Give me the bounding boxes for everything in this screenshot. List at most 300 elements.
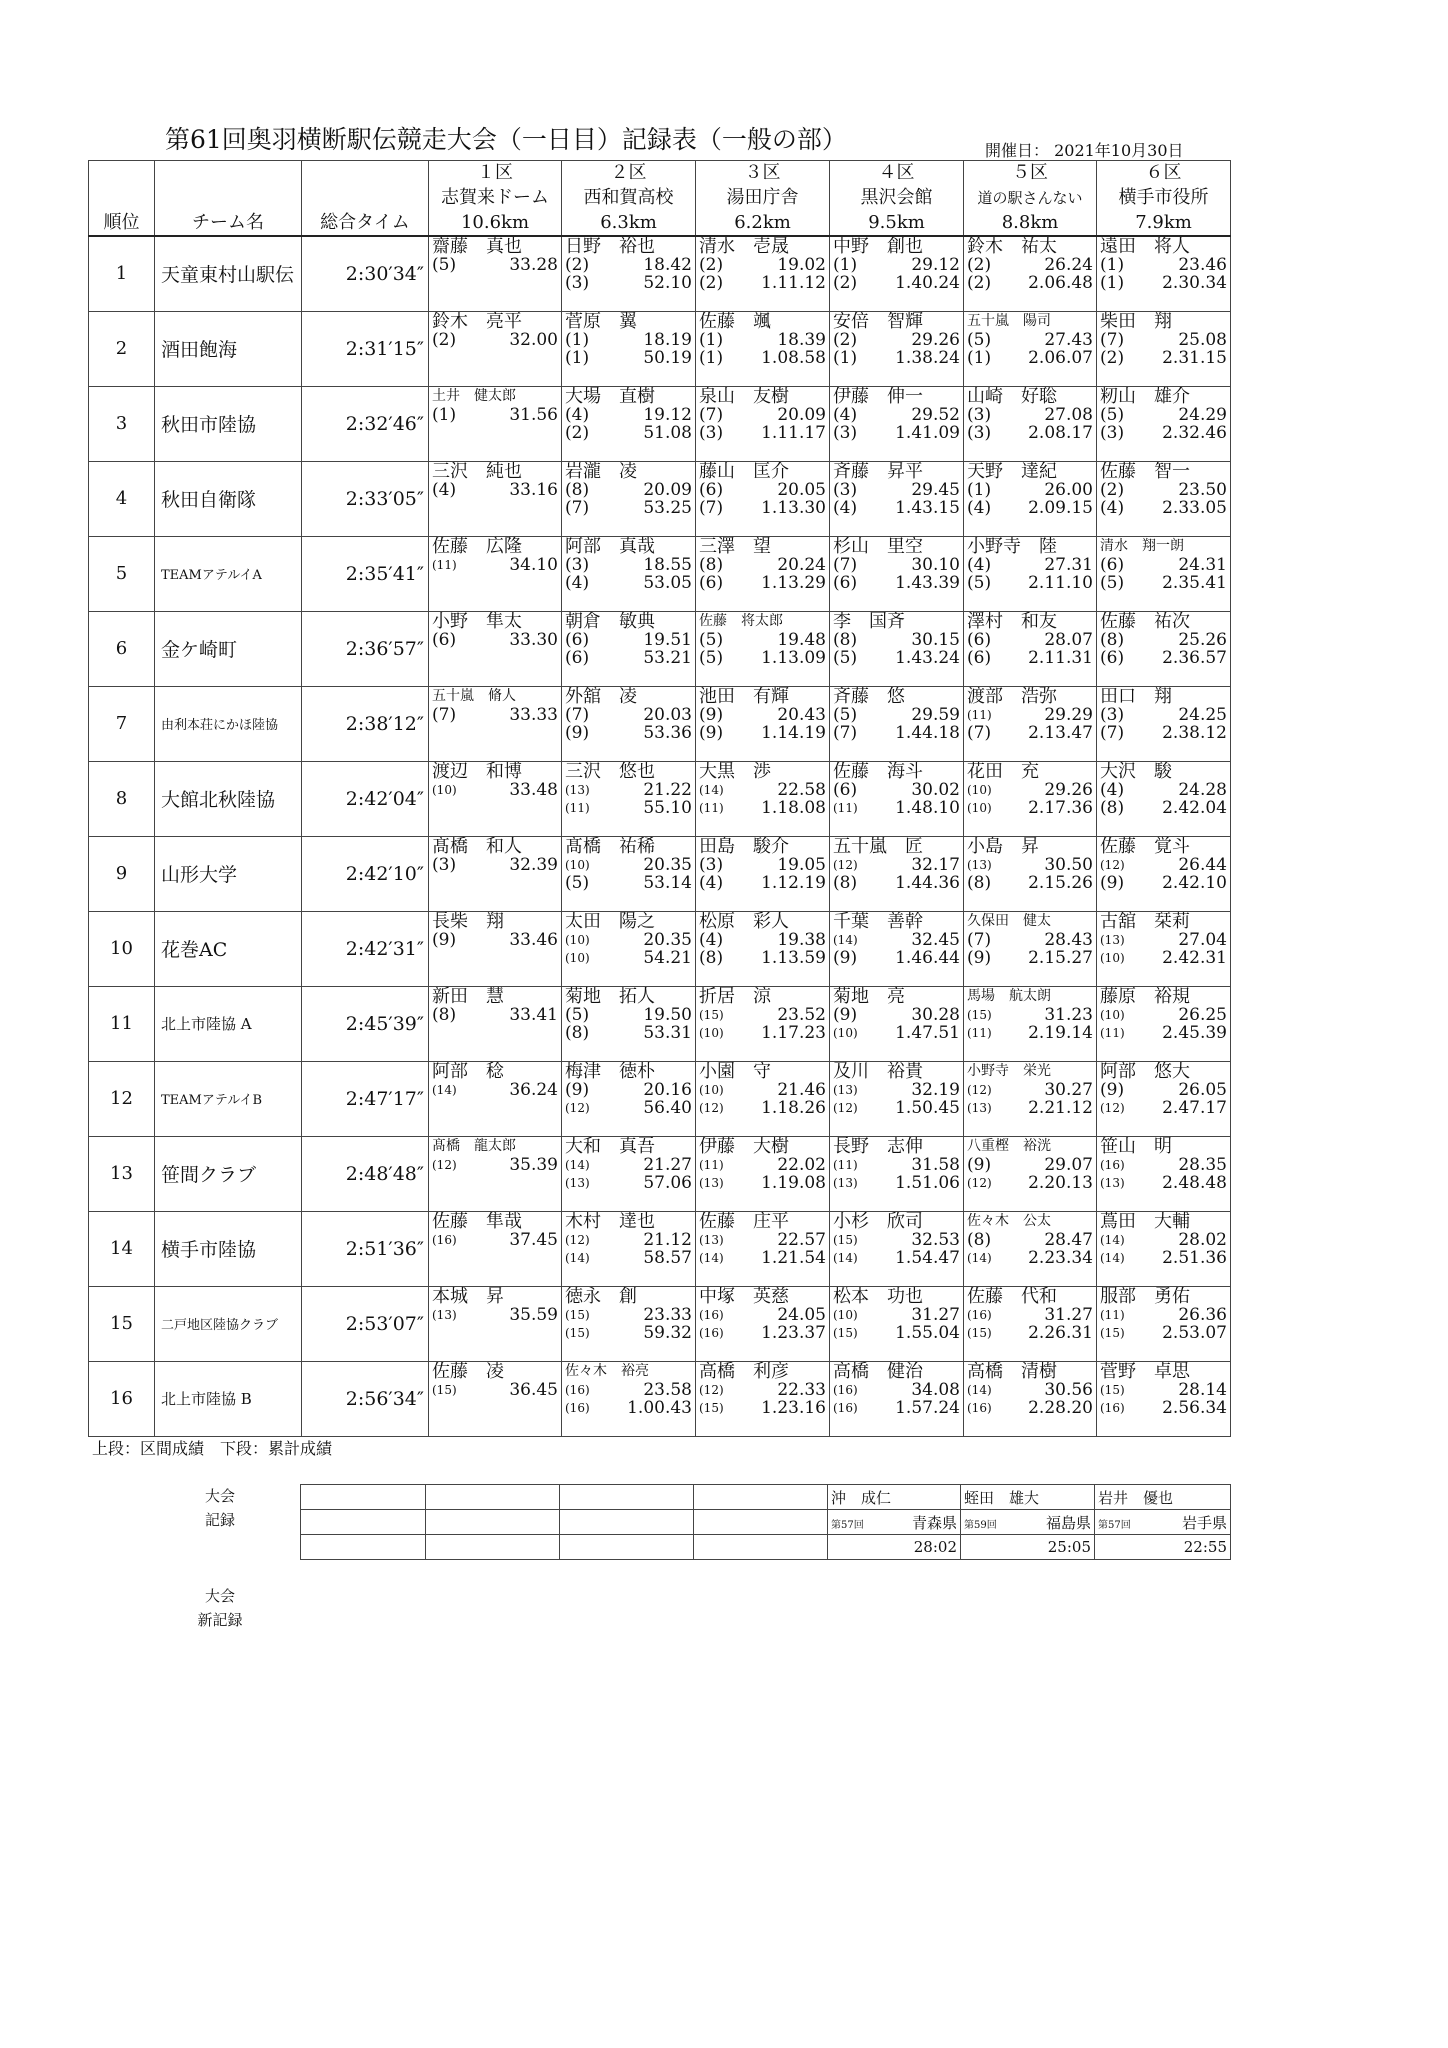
runner-cell bbox=[562, 236, 696, 312]
runner-cell bbox=[562, 1136, 696, 1211]
section-position: (5) bbox=[833, 704, 858, 725]
rank-cell: 16 bbox=[89, 1361, 155, 1436]
cumulative-result bbox=[964, 424, 1096, 442]
runner-name: 小野寺 栄光 bbox=[967, 1062, 1051, 1079]
section-result bbox=[964, 1081, 1096, 1099]
cumulative-result bbox=[964, 349, 1096, 367]
runner-cell bbox=[1097, 461, 1231, 536]
runner-name: 小野寺 陸 bbox=[967, 536, 1057, 556]
runner-name: 佐藤 祐次 bbox=[1100, 611, 1190, 631]
runner-cell bbox=[1097, 311, 1231, 386]
table-row bbox=[89, 911, 1231, 986]
runner-cell bbox=[830, 1211, 964, 1286]
runner-name: 木村 達也 bbox=[565, 1211, 655, 1231]
cumulative-position: (4) bbox=[1100, 497, 1125, 518]
cumulative-position: (5) bbox=[967, 572, 992, 593]
runner-cell bbox=[429, 911, 562, 986]
cumulative-time: 1.44.36 bbox=[895, 872, 960, 893]
section-time: 21.46 bbox=[777, 1079, 826, 1100]
section-result bbox=[696, 931, 829, 949]
section-time: 28.47 bbox=[1044, 1229, 1093, 1250]
header-team-top bbox=[155, 161, 302, 186]
section-position: (12) bbox=[699, 1382, 724, 1397]
cumulative-result bbox=[964, 1249, 1096, 1267]
runner-cell bbox=[1097, 386, 1231, 461]
cumulative-position: (16) bbox=[699, 1325, 724, 1340]
total-time-cell: 2:47′17″ bbox=[302, 1061, 429, 1136]
team-name-cell: 北上市陸協 B bbox=[155, 1361, 302, 1436]
team-name-cell: 酒田飽海 bbox=[155, 311, 302, 386]
section-result bbox=[964, 406, 1096, 424]
runner-cell bbox=[696, 311, 830, 386]
cumulative-result bbox=[562, 349, 695, 367]
section-result bbox=[1097, 781, 1230, 799]
section-time: 21.27 bbox=[643, 1154, 692, 1175]
cumulative-position: (16) bbox=[833, 1400, 858, 1415]
cumulative-time: 1.55.04 bbox=[895, 1322, 960, 1343]
cumulative-time: 2.47.17 bbox=[1162, 1097, 1227, 1118]
section-result bbox=[964, 1156, 1096, 1174]
cumulative-result bbox=[964, 1399, 1096, 1417]
section-result bbox=[696, 856, 829, 874]
cumulative-result bbox=[562, 424, 695, 442]
cumulative-result bbox=[562, 874, 695, 892]
section-result bbox=[429, 406, 561, 424]
section-time: 30.27 bbox=[1044, 1079, 1093, 1100]
cumulative-result bbox=[562, 649, 695, 667]
runner-cell bbox=[696, 986, 830, 1061]
runner-name: 本城 昇 bbox=[432, 1286, 504, 1306]
runner-name: 三沢 純也 bbox=[432, 461, 522, 481]
cumulative-time: 56.40 bbox=[643, 1097, 692, 1118]
table-row bbox=[89, 1361, 1231, 1436]
header-rank-top bbox=[89, 161, 155, 186]
section-result bbox=[562, 331, 695, 349]
runner-cell bbox=[964, 911, 1097, 986]
cumulative-result bbox=[1097, 949, 1230, 967]
section-position: (2) bbox=[967, 254, 992, 275]
cumulative-time: 2.42.10 bbox=[1162, 872, 1227, 893]
record-time: 25:05 bbox=[961, 1535, 1095, 1560]
section-result bbox=[429, 706, 561, 724]
cumulative-time: 1.48.10 bbox=[895, 797, 960, 818]
runner-name: 三澤 望 bbox=[699, 536, 771, 556]
cumulative-result bbox=[1097, 274, 1230, 292]
new-record-label-line2: 新記録 bbox=[197, 1611, 243, 1629]
cumulative-time: 1.23.16 bbox=[761, 1397, 826, 1418]
total-time-cell: 2:56′34″ bbox=[302, 1361, 429, 1436]
cumulative-result bbox=[1097, 424, 1230, 442]
runner-cell bbox=[429, 1286, 562, 1361]
section-result bbox=[1097, 481, 1230, 499]
section-result bbox=[1097, 1006, 1230, 1024]
cumulative-result bbox=[696, 574, 829, 592]
section-result bbox=[1097, 631, 1230, 649]
cumulative-time: 53.31 bbox=[643, 1022, 692, 1043]
runner-cell bbox=[1097, 236, 1231, 312]
section-time: 33.30 bbox=[509, 629, 558, 650]
cumulative-result bbox=[830, 724, 963, 742]
section-result bbox=[562, 556, 695, 574]
section-result bbox=[1097, 931, 1230, 949]
section-position: (8) bbox=[833, 629, 858, 650]
runner-name: 柴田 翔 bbox=[1100, 311, 1172, 331]
section-time: 27.43 bbox=[1044, 329, 1093, 350]
runner-name: 斉藤 悠 bbox=[833, 686, 905, 706]
rank-cell: 15 bbox=[89, 1286, 155, 1361]
section-time: 18.19 bbox=[643, 329, 692, 350]
runner-name: 清水 翔一朗 bbox=[1100, 537, 1184, 554]
section-result bbox=[562, 481, 695, 499]
section-result bbox=[696, 1081, 829, 1099]
cumulative-time: 53.05 bbox=[643, 572, 692, 593]
runner-cell bbox=[429, 386, 562, 461]
rank-cell: 13 bbox=[89, 1136, 155, 1211]
cumulative-position: (2) bbox=[967, 272, 992, 293]
section-position: (16) bbox=[967, 1307, 992, 1322]
cumulative-result bbox=[830, 274, 963, 292]
cumulative-time: 54.21 bbox=[643, 947, 692, 968]
cumulative-result bbox=[696, 424, 829, 442]
total-time-cell: 2:30′34″ bbox=[302, 236, 429, 312]
runner-cell bbox=[429, 1211, 562, 1286]
section-result bbox=[830, 1081, 963, 1099]
runner-name: 小野 隼太 bbox=[432, 611, 522, 631]
runner-name: 中塚 英慈 bbox=[699, 1286, 789, 1306]
record-prefecture: 福島県 bbox=[1045, 1513, 1091, 1532]
cumulative-position: (5) bbox=[833, 647, 858, 668]
section-result bbox=[830, 256, 963, 274]
section-position: (9) bbox=[1100, 1079, 1125, 1100]
team-name-cell: 金ケ崎町 bbox=[155, 611, 302, 686]
section-time: 30.56 bbox=[1044, 1379, 1093, 1400]
section-time: 29.07 bbox=[1044, 1154, 1093, 1175]
table-row bbox=[89, 536, 1231, 611]
runner-cell bbox=[1097, 1361, 1231, 1436]
section-result bbox=[964, 556, 1096, 574]
cumulative-position: (6) bbox=[1100, 647, 1125, 668]
cumulative-position: (10) bbox=[833, 1025, 858, 1040]
runner-cell bbox=[429, 236, 562, 312]
runner-cell bbox=[562, 1061, 696, 1136]
section-position: (9) bbox=[833, 1004, 858, 1025]
runner-cell bbox=[696, 686, 830, 761]
section-time: 28.35 bbox=[1178, 1154, 1227, 1175]
cumulative-result bbox=[1097, 1324, 1230, 1342]
section-time: 33.41 bbox=[509, 1004, 558, 1025]
runner-name: 小島 昇 bbox=[967, 836, 1039, 856]
runner-name: 髙橋 龍太郎 bbox=[432, 1137, 516, 1154]
cumulative-time: 1.43.39 bbox=[895, 572, 960, 593]
section-position: (11) bbox=[699, 1157, 724, 1172]
section-time: 33.48 bbox=[509, 779, 558, 800]
section-place: 志賀来ドーム bbox=[429, 186, 562, 211]
section-result bbox=[562, 631, 695, 649]
section-position: (11) bbox=[967, 707, 992, 722]
runner-name: 渡辺 和博 bbox=[432, 761, 522, 781]
runner-name: 斉藤 昇平 bbox=[833, 461, 923, 481]
section-time: 33.46 bbox=[509, 929, 558, 950]
table-row bbox=[89, 761, 1231, 836]
section-position: (4) bbox=[967, 554, 992, 575]
section-result bbox=[696, 331, 829, 349]
section-result bbox=[1097, 1381, 1230, 1399]
runner-cell bbox=[964, 986, 1097, 1061]
section-position: (13) bbox=[967, 857, 992, 872]
section-time: 20.16 bbox=[643, 1079, 692, 1100]
section-position: (6) bbox=[967, 629, 992, 650]
section-result bbox=[1097, 331, 1230, 349]
runner-name: 伊藤 大樹 bbox=[699, 1136, 789, 1156]
runner-name: 籾山 雄介 bbox=[1100, 386, 1190, 406]
section-result bbox=[964, 1381, 1096, 1399]
section-position: (8) bbox=[967, 1229, 992, 1250]
section-result bbox=[562, 1231, 695, 1249]
section-position: (10) bbox=[833, 1307, 858, 1322]
cumulative-time: 1.18.08 bbox=[761, 797, 826, 818]
runner-name: 佐藤 隼哉 bbox=[432, 1211, 522, 1231]
section-time: 20.43 bbox=[777, 704, 826, 725]
cumulative-result bbox=[964, 799, 1096, 817]
cumulative-result bbox=[1097, 649, 1230, 667]
section-position: (11) bbox=[432, 557, 457, 572]
cumulative-position: (6) bbox=[565, 647, 590, 668]
cumulative-position: (3) bbox=[565, 272, 590, 293]
section-position: (15) bbox=[565, 1307, 590, 1322]
section-distance: 6.3km bbox=[562, 211, 696, 236]
runner-name: 鈴木 祐太 bbox=[967, 236, 1057, 256]
section-time: 29.29 bbox=[1044, 704, 1093, 725]
total-time-cell: 2:31′15″ bbox=[302, 311, 429, 386]
runner-name: 佐藤 颯 bbox=[699, 311, 771, 331]
runner-cell bbox=[562, 1211, 696, 1286]
runner-cell bbox=[830, 611, 964, 686]
cumulative-time: 1.21.54 bbox=[761, 1247, 826, 1268]
page-title: 第61回奥羽横断駅伝競走大会（一日目）記録表（一般の部） bbox=[165, 125, 847, 154]
table-row bbox=[89, 836, 1231, 911]
section-time: 32.00 bbox=[509, 329, 558, 350]
cumulative-time: 53.36 bbox=[643, 722, 692, 743]
section-result bbox=[830, 556, 963, 574]
section-position: (13) bbox=[833, 1082, 858, 1097]
cumulative-time: 1.08.58 bbox=[761, 347, 826, 368]
runner-name: 大沢 駿 bbox=[1100, 761, 1172, 781]
cumulative-result bbox=[1097, 1249, 1230, 1267]
section-time: 30.15 bbox=[911, 629, 960, 650]
runner-cell bbox=[1097, 836, 1231, 911]
record-meta bbox=[961, 1510, 1095, 1535]
section-place: 道の駅さんない bbox=[964, 186, 1097, 211]
cumulative-time: 58.57 bbox=[643, 1247, 692, 1268]
runner-name: 笹山 明 bbox=[1100, 1136, 1172, 1156]
runner-cell bbox=[1097, 761, 1231, 836]
section-time: 26.44 bbox=[1178, 854, 1227, 875]
runner-name: 八重樫 裕洸 bbox=[967, 1137, 1051, 1154]
section-position: (1) bbox=[1100, 254, 1125, 275]
cumulative-position: (16) bbox=[1100, 1400, 1125, 1415]
cumulative-result bbox=[964, 649, 1096, 667]
cumulative-time: 2.06.48 bbox=[1028, 272, 1093, 293]
runner-name: 高橋 清樹 bbox=[967, 1361, 1057, 1381]
section-position: (14) bbox=[833, 932, 858, 947]
team-name-cell: 大館北秋陸協 bbox=[155, 761, 302, 836]
section-position: (7) bbox=[565, 704, 590, 725]
section-result bbox=[562, 856, 695, 874]
record-holder-name: 蛭田 雄大 bbox=[964, 1488, 1040, 1507]
runner-cell bbox=[830, 761, 964, 836]
section-position: (3) bbox=[699, 854, 724, 875]
record-meta bbox=[828, 1510, 961, 1535]
section-result bbox=[696, 706, 829, 724]
runner-name: 長柴 翔 bbox=[432, 911, 504, 931]
runner-cell bbox=[830, 911, 964, 986]
section-position: (5) bbox=[432, 254, 457, 275]
section-result bbox=[562, 931, 695, 949]
runner-cell bbox=[1097, 1136, 1231, 1211]
section-position: (10) bbox=[565, 932, 590, 947]
total-time-cell: 2:51′36″ bbox=[302, 1211, 429, 1286]
record-holder-name: 岩井 優也 bbox=[1098, 1488, 1174, 1507]
cumulative-result bbox=[1097, 724, 1230, 742]
section-time: 20.05 bbox=[777, 479, 826, 500]
section-time: 31.27 bbox=[911, 1304, 960, 1325]
section-position: (15) bbox=[432, 1382, 457, 1397]
section-position: (15) bbox=[833, 1232, 858, 1247]
runner-name: 土井 健太郎 bbox=[432, 387, 516, 404]
cumulative-time: 2.32.46 bbox=[1162, 422, 1227, 443]
section-time: 24.05 bbox=[777, 1304, 826, 1325]
cumulative-position: (15) bbox=[565, 1325, 590, 1340]
section-position: (1) bbox=[967, 479, 992, 500]
section-result bbox=[429, 631, 561, 649]
runner-cell bbox=[1097, 911, 1231, 986]
section-time: 20.09 bbox=[777, 404, 826, 425]
cumulative-position: (12) bbox=[565, 1100, 590, 1115]
section-result bbox=[1097, 1156, 1230, 1174]
cumulative-position: (16) bbox=[967, 1400, 992, 1415]
rank-cell: 3 bbox=[89, 386, 155, 461]
cumulative-position: (14) bbox=[967, 1250, 992, 1265]
section-position: (9) bbox=[699, 704, 724, 725]
cumulative-time: 55.10 bbox=[643, 797, 692, 818]
runner-name: 齋藤 真也 bbox=[432, 236, 522, 256]
runner-cell bbox=[830, 1286, 964, 1361]
cumulative-result bbox=[1097, 1174, 1230, 1192]
cumulative-time: 2.48.48 bbox=[1162, 1172, 1227, 1193]
section-place: 横手市役所 bbox=[1097, 186, 1231, 211]
cumulative-time: 1.43.24 bbox=[895, 647, 960, 668]
runner-cell bbox=[964, 1286, 1097, 1361]
cumulative-result bbox=[830, 1324, 963, 1342]
section-time: 33.33 bbox=[509, 704, 558, 725]
cumulative-time: 2.36.57 bbox=[1162, 647, 1227, 668]
runner-cell bbox=[964, 1136, 1097, 1211]
rank-cell: 2 bbox=[89, 311, 155, 386]
section-position: (6) bbox=[565, 629, 590, 650]
section-result bbox=[562, 781, 695, 799]
section-position: (13) bbox=[1100, 932, 1125, 947]
runner-name: 佐藤 代和 bbox=[967, 1286, 1057, 1306]
record-label bbox=[190, 1484, 250, 1532]
cumulative-time: 2.13.47 bbox=[1028, 722, 1093, 743]
section-time: 25.08 bbox=[1178, 329, 1227, 350]
section-result bbox=[696, 781, 829, 799]
team-name-cell: 天童東村山駅伝 bbox=[155, 236, 302, 312]
runner-name: 小杉 欣司 bbox=[833, 1211, 923, 1231]
cumulative-result bbox=[696, 1249, 829, 1267]
runner-cell bbox=[429, 686, 562, 761]
section-position: (16) bbox=[565, 1382, 590, 1397]
runner-name: 遠田 将人 bbox=[1100, 236, 1190, 256]
section-result bbox=[830, 1381, 963, 1399]
section-result bbox=[964, 931, 1096, 949]
cumulative-result bbox=[964, 724, 1096, 742]
section-position: (14) bbox=[1100, 1232, 1125, 1247]
runner-cell bbox=[830, 836, 964, 911]
section-time: 18.55 bbox=[643, 554, 692, 575]
cumulative-position: (11) bbox=[1100, 1025, 1125, 1040]
cumulative-result bbox=[964, 1324, 1096, 1342]
cumulative-position: (1) bbox=[833, 347, 858, 368]
section-time: 20.35 bbox=[643, 854, 692, 875]
section-position: (8) bbox=[565, 479, 590, 500]
cumulative-result bbox=[562, 1324, 695, 1342]
section-position: (16) bbox=[833, 1382, 858, 1397]
cumulative-time: 2.19.14 bbox=[1028, 1022, 1093, 1043]
section-result bbox=[964, 1231, 1096, 1249]
cumulative-result bbox=[562, 1249, 695, 1267]
section-time: 35.39 bbox=[509, 1154, 558, 1175]
cumulative-time: 53.14 bbox=[643, 872, 692, 893]
runner-cell bbox=[562, 536, 696, 611]
cumulative-time: 2.35.41 bbox=[1162, 572, 1227, 593]
section-position: (13) bbox=[432, 1307, 457, 1322]
cumulative-position: (9) bbox=[967, 947, 992, 968]
total-time-cell: 2:42′31″ bbox=[302, 911, 429, 986]
section-result bbox=[964, 1006, 1096, 1024]
cumulative-position: (3) bbox=[833, 422, 858, 443]
cumulative-result bbox=[562, 1099, 695, 1117]
runner-cell bbox=[562, 1286, 696, 1361]
header-spacer bbox=[155, 186, 302, 211]
runner-cell bbox=[696, 1061, 830, 1136]
section-distance: 10.6km bbox=[429, 211, 562, 236]
section-result bbox=[562, 1081, 695, 1099]
runner-cell bbox=[696, 761, 830, 836]
runner-cell bbox=[696, 911, 830, 986]
team-name-cell: TEAMアテルイB bbox=[155, 1061, 302, 1136]
cumulative-position: (7) bbox=[699, 497, 724, 518]
section-time: 36.45 bbox=[509, 1379, 558, 1400]
cumulative-result bbox=[830, 1174, 963, 1192]
runner-name: 朝倉 敏典 bbox=[565, 611, 655, 631]
runner-name: 佐藤 凌 bbox=[432, 1361, 504, 1381]
section-time: 27.31 bbox=[1044, 554, 1093, 575]
runner-cell bbox=[964, 386, 1097, 461]
section-result bbox=[562, 256, 695, 274]
runner-name: 服部 勇佑 bbox=[1100, 1286, 1190, 1306]
section-position: (1) bbox=[699, 329, 724, 350]
section-time: 29.26 bbox=[1044, 779, 1093, 800]
rank-cell: 9 bbox=[89, 836, 155, 911]
runner-name: 伊藤 伸一 bbox=[833, 386, 923, 406]
section-result bbox=[696, 1306, 829, 1324]
section-time: 32.53 bbox=[911, 1229, 960, 1250]
cumulative-position: (8) bbox=[1100, 797, 1125, 818]
section-result bbox=[964, 1306, 1096, 1324]
runner-cell bbox=[562, 611, 696, 686]
section-result bbox=[830, 706, 963, 724]
